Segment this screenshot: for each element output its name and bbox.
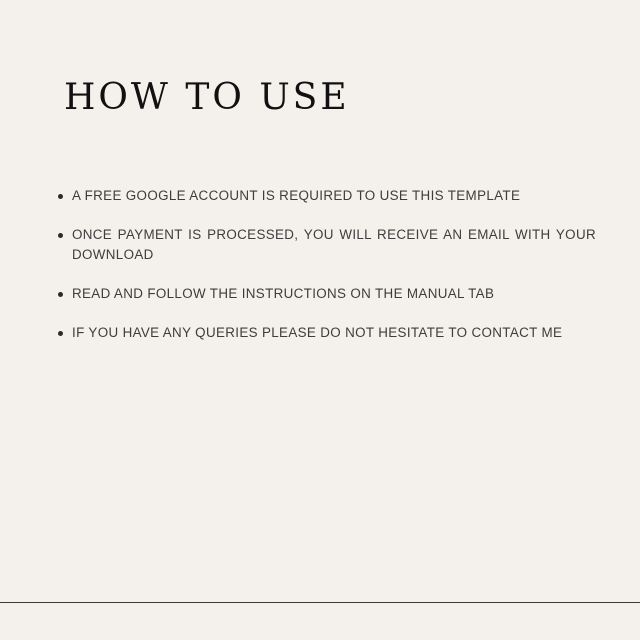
- instruction-list: [56, 186, 596, 362]
- instruction-item: [56, 186, 596, 206]
- instruction-text: ONCE PAYMENT IS PROCESSED, YOU WILL RECEIVE AN EMAIL WITH YOUR DOWNLOAD: [72, 227, 596, 262]
- instruction-text: IF YOU HAVE ANY QUERIES PLEASE DO NOT HESITATE TO CONTACT ME: [72, 325, 563, 340]
- instruction-item: [56, 225, 596, 265]
- instruction-item: [56, 284, 596, 304]
- instruction-text: READ AND FOLLOW THE INSTRUCTIONS ON THE MANUAL TAB: [72, 286, 495, 301]
- bullet-icon: [58, 233, 63, 238]
- bottom-divider: [0, 602, 640, 603]
- bullet-icon: [58, 292, 63, 297]
- instruction-item: [56, 323, 596, 343]
- bullet-icon: [58, 331, 63, 336]
- bullet-icon: [58, 194, 63, 199]
- instruction-text: A FREE GOOGLE ACCOUNT IS REQUIRED TO USE THIS TEMPLATE: [72, 188, 521, 203]
- page-title: HOW TO USE: [64, 77, 350, 118]
